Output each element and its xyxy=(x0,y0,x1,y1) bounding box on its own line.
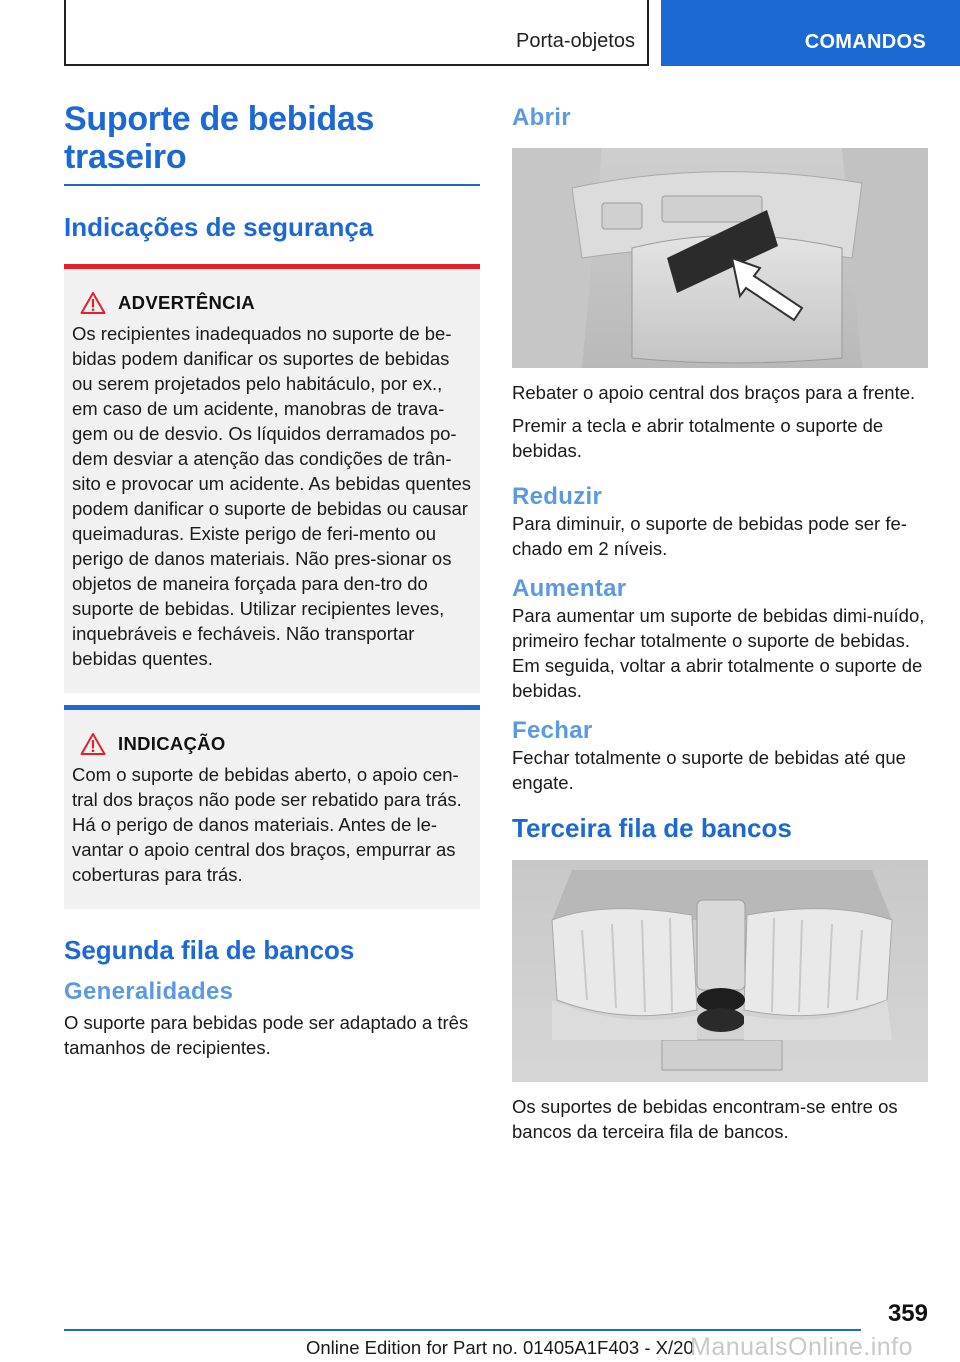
page-title: Suporte de bebidas traseiro xyxy=(64,100,480,186)
footer-edition: Online Edition for Part no. 01405A1F403 - X/20 xyxy=(306,1337,694,1358)
footer-watermark: ManualsOnline.info xyxy=(690,1333,914,1361)
warning-box xyxy=(64,264,480,693)
left-column xyxy=(64,100,480,1060)
header-section-title: Porta-objetos xyxy=(516,30,635,52)
enlarge-heading: Aumentar xyxy=(512,575,627,602)
warning-label: ADVERTÊNCIA xyxy=(118,292,255,313)
right-column xyxy=(512,100,928,1144)
second-row-heading: Segunda fila de bancos xyxy=(64,935,355,965)
header-chapter-tab xyxy=(661,0,960,66)
general-text: O suporte para bebidas pode ser adaptado a três tamanhos de recipientes. xyxy=(64,1012,469,1058)
general-heading: Generalidades xyxy=(64,978,234,1005)
third-row-seats-image xyxy=(512,860,928,1082)
warning-text: Os recipientes inadequados no suporte de be-bidas podem danificar os suportes de bebidas ou serem projetados pelo habitáculo, por ex., em caso de um acidente, manobras de trava-gem ou de desvio. Os líquidos derramados po-dem desviar a atenção das condições de trân-sito e provocar um acidente. As bebidas quentes podem danificar o suporte de bebidas ou causar queimaduras. Existe perigo de feri-mento ou perigo de danos materiais. Não pres-sionar os objetos de maneira forçada para den-tro do suporte de bebidas. Utilizar recipientes leves, inquebráveis e fecháveis. Não transportar bebidas quentes. xyxy=(72,323,472,669)
armrest-cupholder-image xyxy=(512,148,928,368)
safety-heading: Indicações de segurança xyxy=(64,212,374,242)
caution-triangle-icon xyxy=(80,732,106,756)
enlarge-text: Para aumentar um suporte de bebidas dimi-nuído, primeiro fechar totalmente o suporte de bebidas. Em seguida, voltar a abrir totalmente o suporte de bebidas. xyxy=(512,605,925,701)
reduce-heading: Reduzir xyxy=(512,483,603,510)
close-heading: Fechar xyxy=(512,717,593,744)
warning-triangle-icon xyxy=(80,291,106,315)
page-number: 359 xyxy=(887,1300,928,1327)
open-text-2: Premir a tecla e abrir totalmente o suporte de bebidas. xyxy=(512,415,884,461)
third-row-text: Os suportes de bebidas encontram-se entre os bancos da terceira fila de bancos. xyxy=(512,1096,898,1142)
open-text-1: Rebater o apoio central dos braços para a frente. xyxy=(512,382,916,403)
close-text: Fechar totalmente o suporte de bebidas até que engate. xyxy=(512,747,906,793)
reduce-text: Para diminuir, o suporte de bebidas pode ser fe-chado em 2 níveis. xyxy=(512,513,907,559)
footer-divider xyxy=(64,1329,861,1331)
third-row-heading: Terceira fila de bancos xyxy=(512,813,792,843)
note-label: INDICAÇÃO xyxy=(118,733,226,754)
open-heading: Abrir xyxy=(512,104,571,131)
note-box xyxy=(64,705,480,909)
header-chapter-title: COMANDOS xyxy=(804,31,926,53)
note-text: Com o suporte de bebidas aberto, o apoio cen-tral dos braços não pode ser rebatido para trás. Há o perigo de danos materiais. Antes de le-vantar o apoio central dos braços, empurrar as coberturas para trás. xyxy=(72,764,462,885)
header-section-box xyxy=(64,0,649,66)
